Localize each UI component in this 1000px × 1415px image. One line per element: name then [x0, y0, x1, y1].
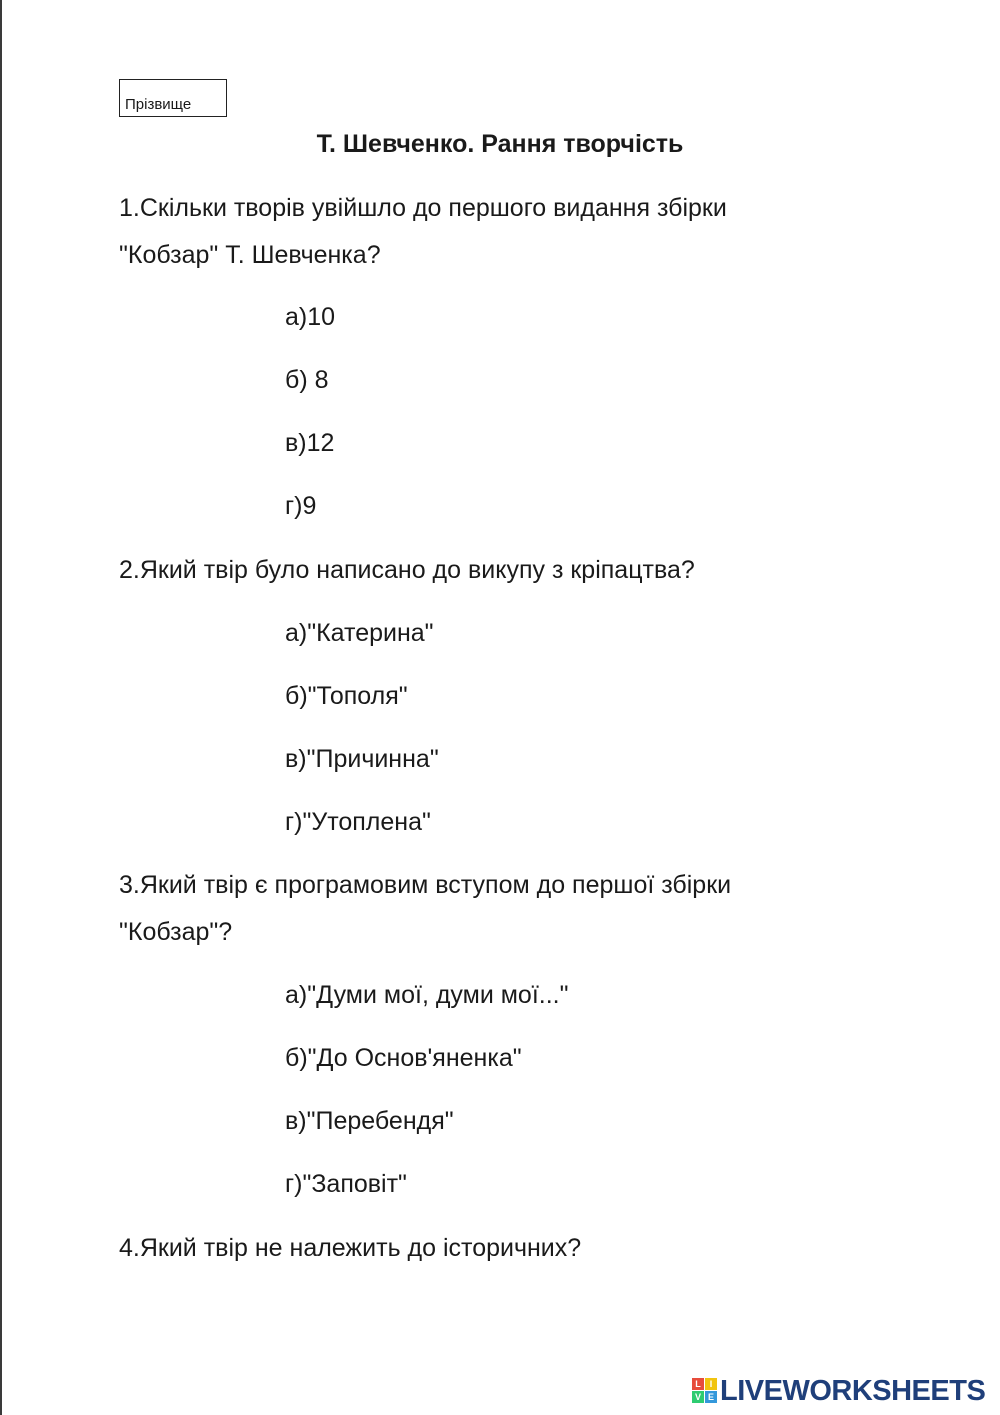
logo-letter-e: E: [705, 1391, 717, 1403]
brand-text: LIVEWORKSHEETS: [720, 1375, 986, 1407]
question-4-line-1: 4.Який твір не належить до історичних?: [119, 1234, 582, 1262]
question-1-option-b[interactable]: б) 8: [285, 366, 329, 394]
logo-letter-l: L: [692, 1378, 704, 1390]
question-1-option-d[interactable]: г)9: [285, 492, 317, 520]
question-1-option-a[interactable]: а)10: [285, 303, 336, 331]
page-left-border: [0, 0, 2, 1415]
question-2-option-c[interactable]: в)"Причинна": [285, 745, 439, 773]
question-3-option-a[interactable]: а)"Думи мої, думи мої...": [285, 981, 569, 1009]
question-3-line-1: 3.Який твір є програмовим вступом до першої збірки: [119, 871, 732, 899]
question-3-option-c[interactable]: в)"Перебендя": [285, 1107, 454, 1135]
question-1-line-2: "Кобзар" Т. Шевченка?: [119, 241, 381, 269]
question-1-line-1: 1.Скільки творів увійшло до першого видання збірки: [119, 194, 727, 222]
question-3-line-2: "Кобзар"?: [119, 918, 233, 946]
worksheet-title: Т. Шевченко. Рання творчість: [316, 130, 684, 158]
question-3-option-d[interactable]: г)"Заповіт": [285, 1170, 407, 1198]
surname-label: Прізвище: [125, 96, 192, 113]
question-2-option-a[interactable]: а)"Катерина": [285, 619, 434, 647]
question-1-option-c[interactable]: в)12: [285, 429, 335, 457]
question-2-option-b[interactable]: б)"Тополя": [285, 682, 408, 710]
logo-letter-i: I: [705, 1378, 717, 1390]
surname-field[interactable]: [119, 79, 227, 117]
liveworksheets-brand: [692, 1376, 985, 1406]
question-3-option-b[interactable]: б)"До Основ'яненка": [285, 1044, 522, 1072]
question-2-line-1: 2.Який твір було написано до викупу з кріпацтва?: [119, 556, 695, 584]
liveworksheets-logo-icon: [692, 1378, 718, 1404]
question-2-option-d[interactable]: г)"Утоплена": [285, 808, 431, 836]
logo-letter-v: V: [692, 1391, 704, 1403]
